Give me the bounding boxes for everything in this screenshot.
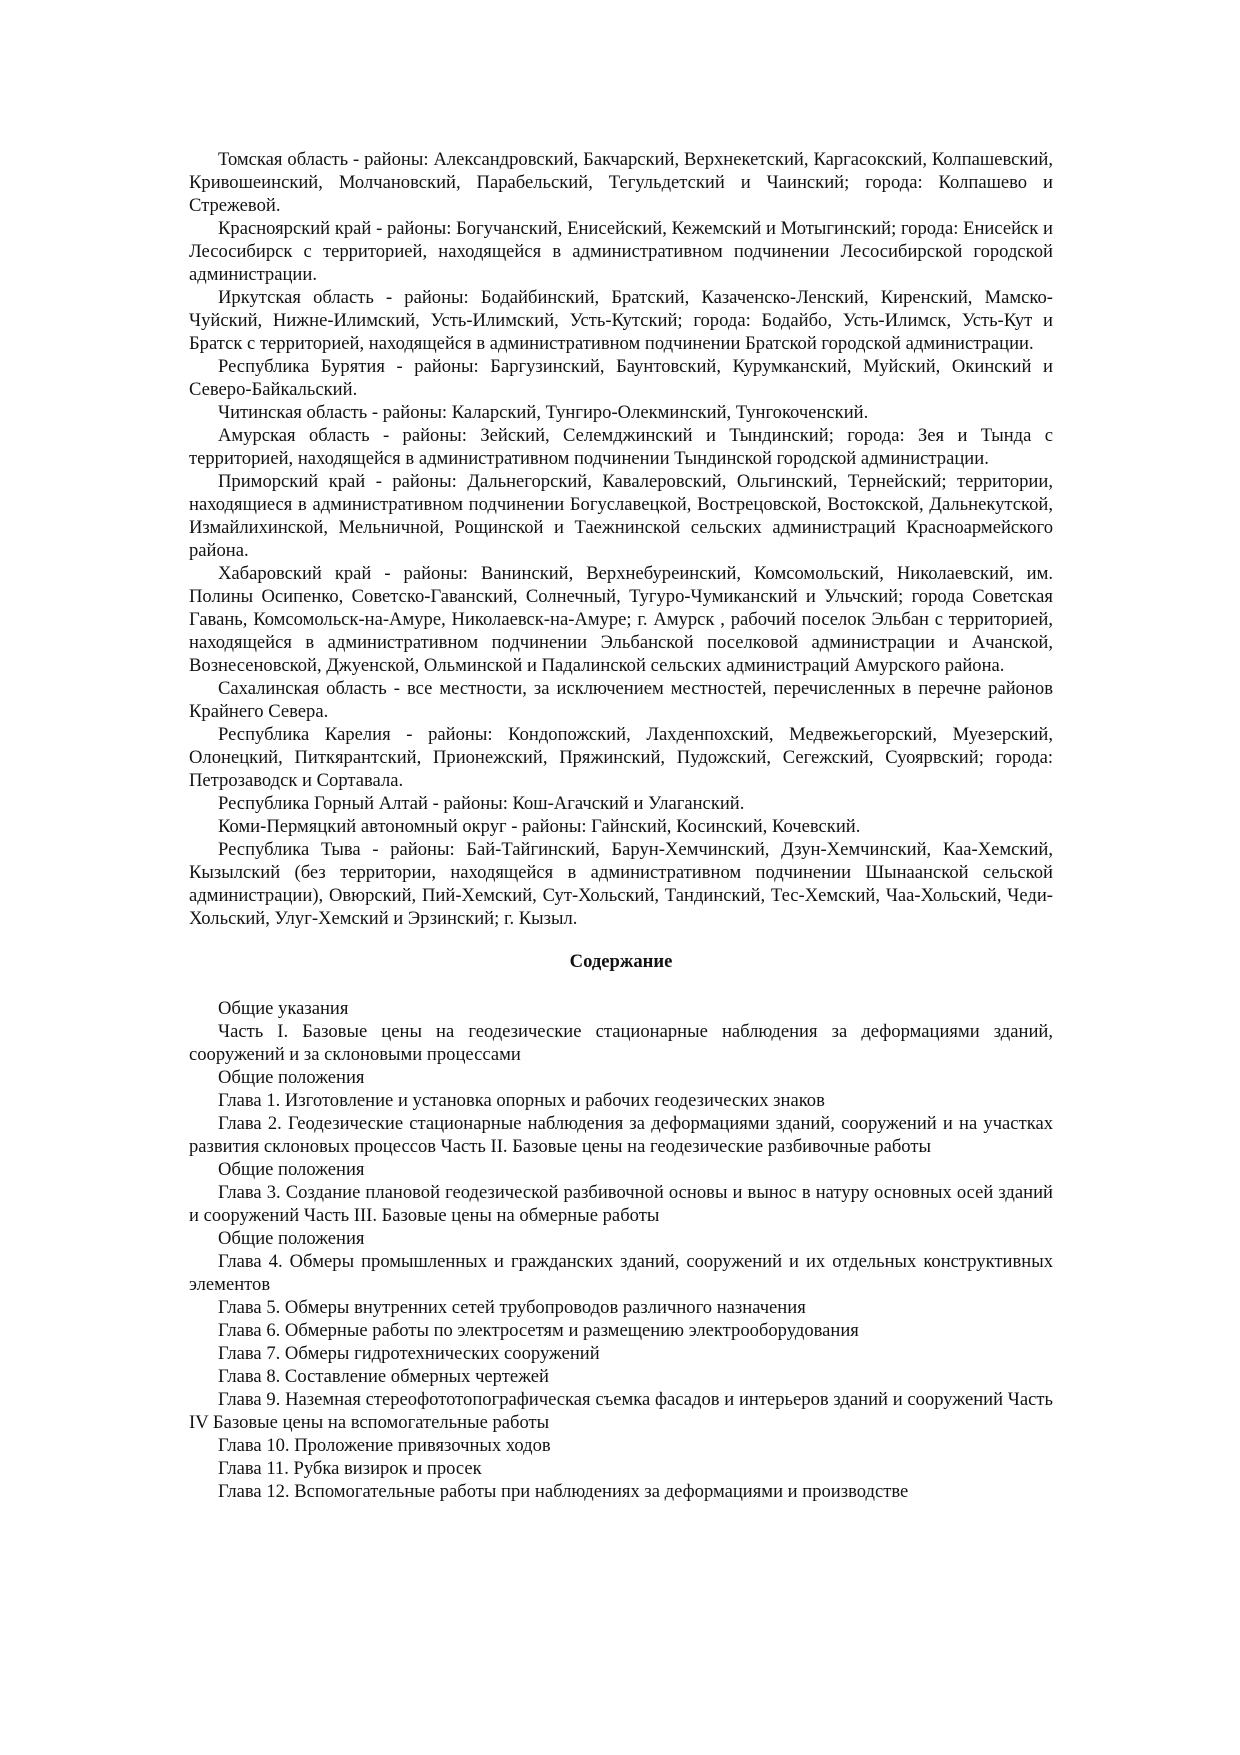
toc-item[interactable]: Глава 9. Наземная стереофототопографическая съемка фасадов и интерьеров зданий и сооружений Часть IV Базовые цены на вспомогательные работы [189, 1389, 1053, 1433]
toc-item[interactable]: Глава 3. Создание плановой геодезической разбивочной основы и вынос в натуру основных осей зданий и сооружений Часть III. Базовые цены на обмерные работы [189, 1182, 1053, 1226]
toc-item[interactable]: Глава 4. Обмеры промышленных и гражданских зданий, сооружений и их отдельных конструктивных элементов [189, 1251, 1053, 1295]
region-paragraph: Хабаровский край - районы: Ванинский, Верхнебуреинский, Комсомольский, Николаевский, им. Полины Осипенко, Советско-Гаванский, Солнечный, Тугуро-Чумиканский и Ульчский; города Советская Гавань, Комсомольск-на-Амуре, Николаевск-на-Амуре; г. Амурск , рабочий поселок Эльбан с территорией, находящейся в административном подчинении Эльбанской поселковой администрации и Ачанской, Вознесеновской, Джуенской, Ольминской и Падалинской сельских администраций Амурского района. [189, 563, 1053, 676]
region-paragraph: Республика Карелия - районы: Кондопожский, Лахденпохский, Медвежьегорский, Муезерский, Олонецкий, Питкярантский, Прионежский, Пряжинский, Пудожский, Сегежский, Суоярвский; города: Петрозаводск и Сортавала. [189, 724, 1053, 791]
region-paragraph: Республика Тыва - районы: Бай-Тайгинский, Барун-Хемчинский, Дзун-Хемчинский, Каа-Хемский, Кызылский (без территории, находящейся в административном подчинении Шынаанской сельской администрации), Овюрский, Пий-Хемский, Сут-Хольский, Тандинский, Тес-Хемский, Чаа-Хольский, Чеди-Хольский, Улуг-Хемский и Эрзинский; г. Кызыл. [189, 839, 1053, 929]
toc-item[interactable]: Глава 6. Обмерные работы по электросетям и размещению электрооборудования [218, 1320, 859, 1341]
toc-item[interactable]: Часть I. Базовые цены на геодезические стационарные наблюдения за деформациями зданий, сооружений и за склоновыми процессами [189, 1021, 1053, 1065]
toc-item[interactable]: Глава 8. Составление обмерных чертежей [218, 1366, 549, 1387]
toc-item[interactable]: Глава 2. Геодезические стационарные наблюдения за деформациями зданий, сооружений и на участках развития склоновых процессов Часть II. Базовые цены на геодезические разбивочные работы [189, 1113, 1053, 1157]
region-paragraph: Амурская область - районы: Зейский, Селемджинский и Тындинский; города: Зея и Тында с территорией, находящейся в административном подчинении Тындинской городской администрации. [189, 425, 1053, 469]
region-paragraph: Красноярский край - районы: Богучанский, Енисейский, Кежемский и Мотыгинский; города: Енисейск и Лесосибирск с территорией, находящейся в административном подчинении Лесосибирской городской администрации. [189, 218, 1053, 285]
region-paragraph: Коми-Пермяцкий автономный округ - районы: Гайнский, Косинский, Кочевский. [218, 816, 861, 837]
region-paragraph: Сахалинская область - все местности, за исключением местностей, перечисленных в перечне районов Крайнего Севера. [189, 678, 1053, 722]
region-paragraph: Читинская область - районы: Каларский, Тунгиро-Олекминский, Тунгокоченский. [218, 402, 869, 423]
region-paragraph: Республика Горный Алтай - районы: Кош-Агачский и Улаганский. [218, 793, 745, 814]
table-of-contents [189, 997, 1053, 1503]
contents-heading: Содержание [569, 951, 673, 972]
toc-item[interactable]: Общие положения [218, 1159, 365, 1180]
region-paragraph: Республика Бурятия - районы: Баргузинский, Баунтовский, Курумканский, Муйский, Окинский и Северо-Байкальский. [189, 356, 1053, 400]
region-paragraph: Томская область - районы: Александровский, Бакчарский, Верхнекетский, Каргасокский, Колпашевский, Кривошеинский, Молчановский, Парабельский, Тегульдетский и Чаинский; города: Колпашево и Стрежевой. [189, 149, 1053, 216]
region-paragraph: Приморский край - районы: Дальнегорский, Кавалеровский, Ольгинский, Тернейский; территории, находящиеся в административном подчинении Богуславецкой, Вострецовской, Востокской, Дальнекутской, Измайлихинской, Мельничной, Рощинской и Таежнинской сельских администраций Красноармейского района. [189, 471, 1053, 561]
toc-item[interactable]: Глава 11. Рубка визирок и просек [218, 1458, 482, 1479]
toc-item[interactable]: Общие положения [218, 1067, 365, 1088]
toc-item[interactable]: Общие положения [218, 1228, 365, 1249]
toc-item[interactable]: Глава 1. Изготовление и установка опорных и рабочих геодезических знаков [218, 1090, 825, 1111]
toc-item[interactable]: Глава 5. Обмеры внутренних сетей трубопроводов различного назначения [218, 1297, 806, 1318]
toc-item[interactable]: Глава 7. Обмеры гидротехнических сооружений [218, 1343, 600, 1364]
document-page [189, 148, 1053, 1503]
toc-item[interactable]: Общие указания [218, 998, 349, 1019]
toc-item[interactable]: Глава 10. Проложение привязочных ходов [218, 1435, 551, 1456]
region-paragraph: Иркутская область - районы: Бодайбинский, Братский, Казаченско-Ленский, Киренский, Мамско-Чуйский, Нижне-Илимский, Усть-Илимский, Усть-Кутский; города: Бодайбо, Усть-Илимск, Усть-Кут и Братск с территорией, находящейся в административном подчинении Братской городской администрации. [189, 287, 1053, 354]
regions-list [189, 148, 1053, 930]
toc-item[interactable]: Глава 12. Вспомогательные работы при наблюдениях за деформациями и производстве [218, 1481, 909, 1502]
